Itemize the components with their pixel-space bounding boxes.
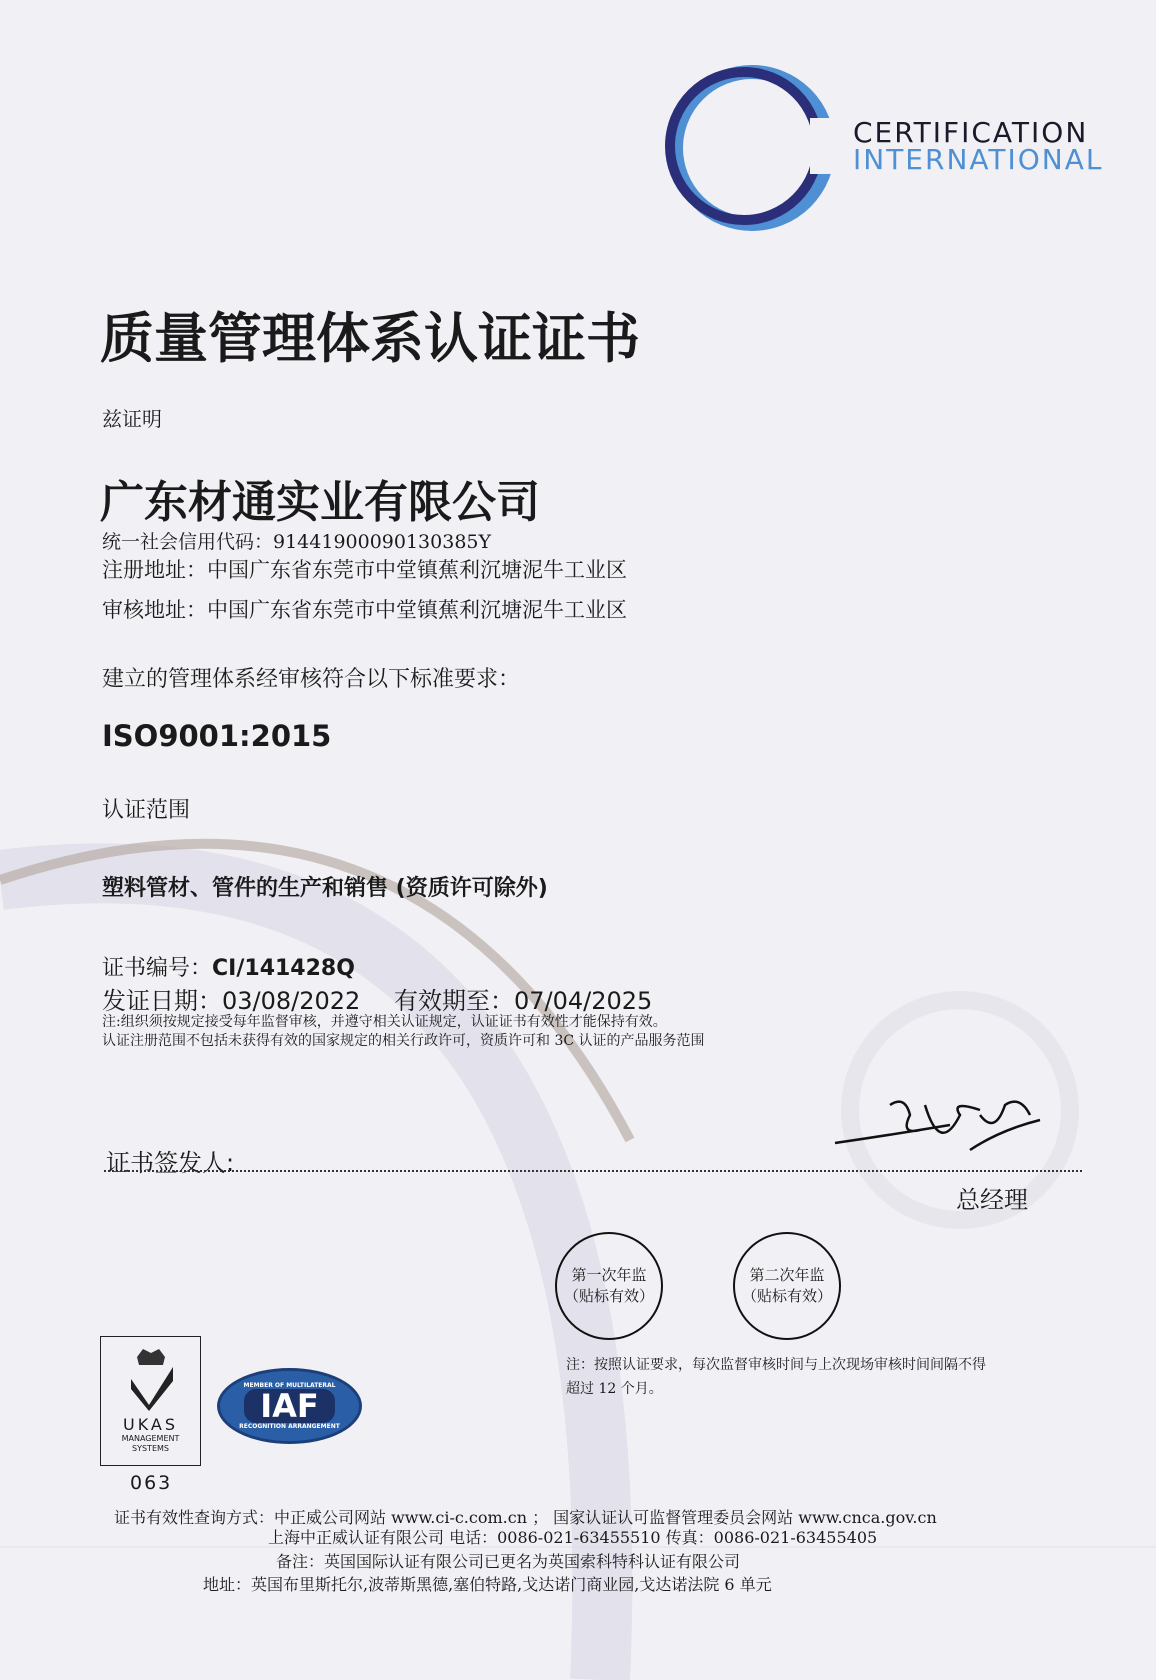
note-line-1: 注:组织须按规定接受每年监督审核，并遵守相关认证规定，认证证书有效性才能保持有效。 <box>102 1014 667 1030</box>
iaf-top: MEMBER OF MULTILATERAL <box>243 1382 336 1389</box>
logo-line2: INTERNATIONAL <box>853 143 1104 176</box>
iaf-bottom: RECOGNITION ARRANGEMENT <box>239 1423 340 1430</box>
ukas-logo <box>100 1336 201 1466</box>
scope-text: 塑料管材、管件的生产和销售 (资质许可除外) <box>102 876 548 901</box>
cert-number: CI/141428Q <box>212 956 355 981</box>
iaf-logo <box>217 1368 362 1444</box>
credit-code: 统一社会信用代码：91441900090130385Y <box>102 531 492 553</box>
logo-ring-icon <box>660 58 850 238</box>
audit-address: 审核地址：中国广东省东莞市中堂镇蕉利沉塘泥牛工业区 <box>102 598 627 622</box>
footer-remark: 备注：英国国际认证有限公司已更名为英国索科特科认证有限公司 <box>276 1552 741 1571</box>
ukas-name: UKAS <box>122 1415 179 1434</box>
stamp-text: 第一次年监 <box>571 1266 647 1284</box>
footer-verification: 证书有效性查询方式：中正威公司网站 www.ci-c.com.cn ； 国家认证认可监督管理委员会网站 www.cnca.gov.cn <box>114 1508 937 1527</box>
cert-number-label: 证书编号： <box>102 956 213 981</box>
issue-date: 03/08/2022 <box>222 987 361 1015</box>
company-name: 广东材通实业有限公司 <box>100 477 540 528</box>
statement-text: 建立的管理体系经审核符合以下标准要求： <box>102 667 521 692</box>
expiry-date: 07/04/2025 <box>513 987 653 1015</box>
stamp-text: 第二次年监 <box>749 1266 825 1284</box>
iaf-name: IAF <box>244 1389 335 1423</box>
surveillance-note-1: 注：按照认证要求，每次监督审核时间与上次现场审核时间间隔不得 <box>566 1357 986 1373</box>
first-surveillance-stamp <box>555 1232 663 1340</box>
hereby-text: 兹证明 <box>102 407 162 431</box>
footer-contact: 上海中正威认证有限公司 电话：0086-021-63455510 传真：0086-021-63455405 <box>268 1528 878 1547</box>
footer-address: 地址：英国布里斯托尔,波蒂斯黑德,塞伯特路,戈达诺门商业园,戈达诺法院 6 单元 <box>203 1575 772 1594</box>
iso-standard: ISO9001:2015 <box>102 719 332 753</box>
signer-title: 总经理 <box>956 1186 1028 1214</box>
ukas-sub1: MANAGEMENT <box>121 1434 180 1443</box>
scope-label: 认证范围 <box>102 798 191 823</box>
certificate-title: 质量管理体系认证证书 <box>100 307 640 370</box>
surveillance-note-2: 超过 12 个月。 <box>566 1381 663 1397</box>
crown-check-icon <box>121 1345 181 1411</box>
note-line-2: 认证注册范围不包括未获得有效的国家规定的相关行政许可，资质许可和 3C 认证的产品服务范围 <box>102 1033 705 1049</box>
registered-address: 注册地址：中国广东省东莞市中堂镇蕉利沉塘泥牛工业区 <box>102 558 627 582</box>
logo-line1: CERTIFICATION <box>853 116 1089 149</box>
signature-icon <box>830 1075 1070 1165</box>
ukas-number: 063 <box>130 1472 173 1494</box>
cert-number-row <box>102 951 355 982</box>
signer-label: 证书签发人: <box>106 1149 235 1177</box>
expiry-date-label: 有效期至： <box>393 987 514 1015</box>
stamp-text: （贴标有效） <box>563 1287 654 1305</box>
second-surveillance-stamp <box>733 1232 841 1340</box>
issue-date-label: 发证日期： <box>102 987 222 1015</box>
stamp-text: （贴标有效） <box>741 1287 832 1305</box>
ukas-sub2: SYSTEMS <box>132 1444 169 1453</box>
signature-line <box>104 1170 1082 1172</box>
